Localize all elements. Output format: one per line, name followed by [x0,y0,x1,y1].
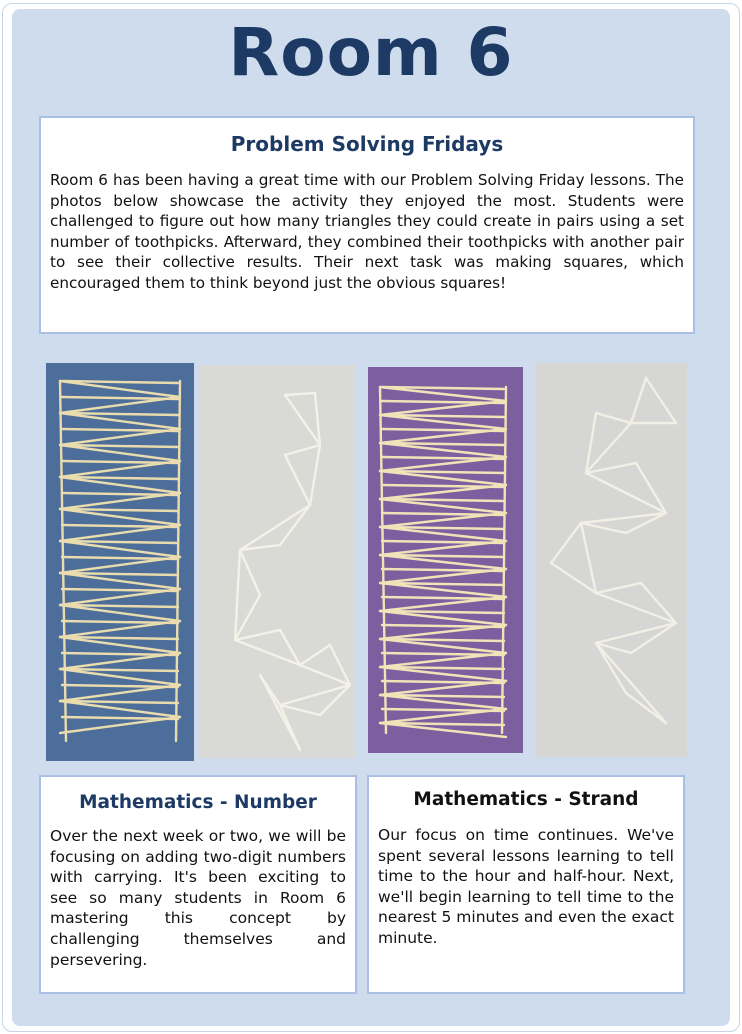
toothpick-drawing [368,367,523,753]
mathematics-number-section [39,775,357,994]
photo-toothpick-triangles-purple [368,367,523,753]
photo-toothpick-triangles-blue [46,363,194,761]
mathematics-strand-section [367,775,685,994]
toothpick-drawing [46,363,194,761]
mathematics-strand-text: Our focus on time continues. We've spent several lessons learning to tell time to the hour and half-hour. Next, we'll begin learning to tell time to the nearest 5 minutes and even the exact minute. [378,826,674,947]
mathematics-strand-heading: Mathematics - Strand [413,789,639,810]
toothpick-drawing [200,365,356,758]
photo-toothpick-triangles-grey-2 [536,363,687,757]
photo-toothpick-triangles-grey-1 [200,365,356,758]
problem-solving-text: Room 6 has been having a great time with our Problem Solving Friday lessons. The photos below showcase the activity they enjoyed the most. Students were challenged to figure out how many triangles they could create in pairs using a set number of toothpicks. Afterward, they combined their toothpicks with another pair to see their collective results. Their next task was making squares, which encouraged them to think beyond just the obvious squares! [50,171,684,292]
toothpick-drawing [536,363,687,757]
mathematics-number-heading: Mathematics - Number [79,792,317,813]
page-title: Room 6 [228,14,514,91]
problem-solving-section [39,116,695,334]
problem-solving-heading: Problem Solving Fridays [230,132,504,156]
mathematics-number-text: Over the next week or two, we will be focusing on adding two-digit numbers with carrying. It's been exciting to see so many students in Room 6 mastering this concept by challenging themselves and persevering. [50,827,346,969]
